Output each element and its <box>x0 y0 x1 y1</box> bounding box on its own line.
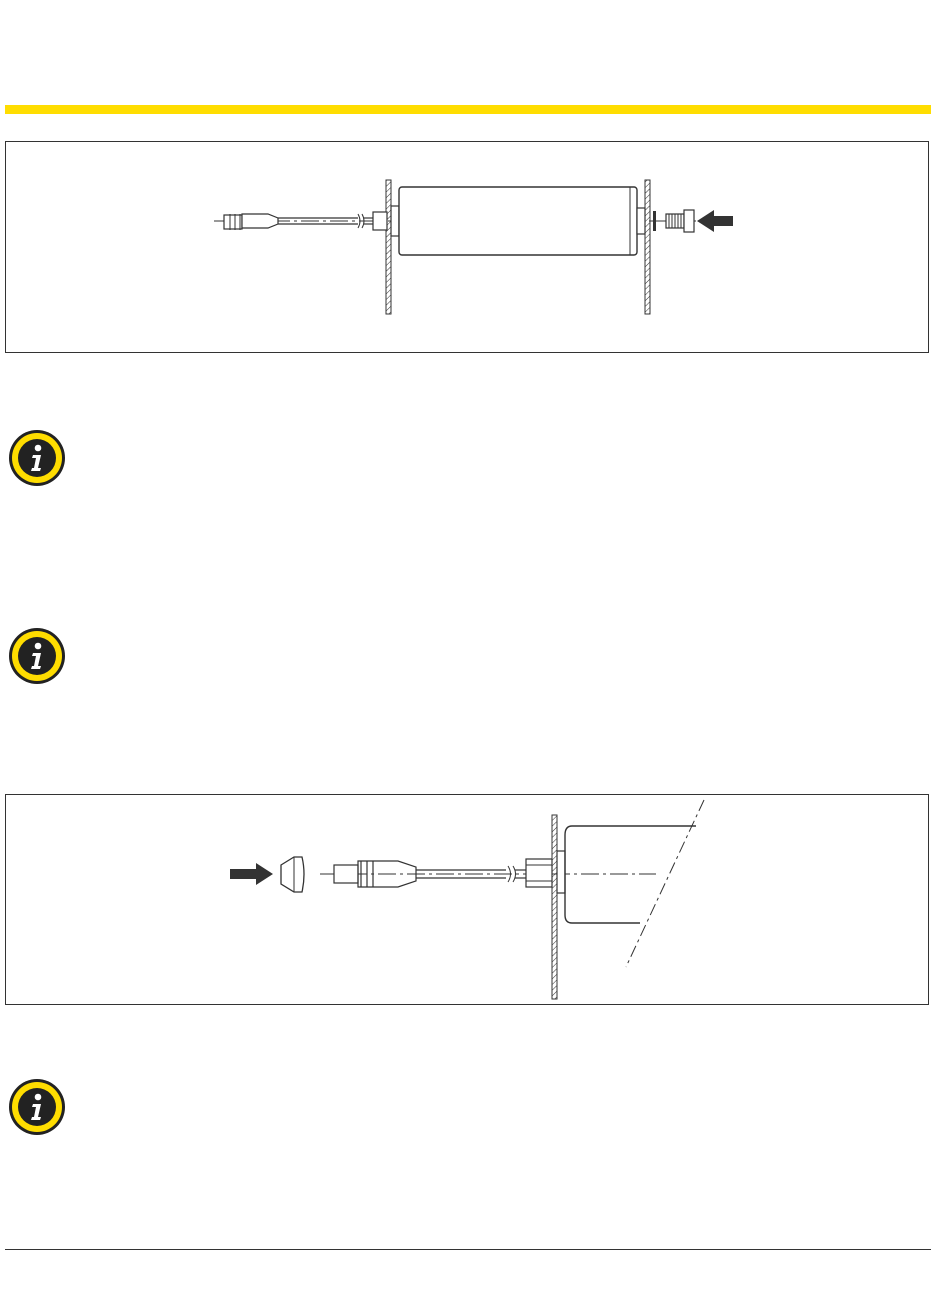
mounting-nut <box>373 212 387 230</box>
info-icon <box>7 1077 67 1137</box>
mounting-wall <box>552 815 557 999</box>
mounting-screw-icon <box>666 210 694 232</box>
header-accent-bar <box>5 105 931 114</box>
protective-cap-icon <box>281 857 304 892</box>
washer <box>653 211 656 231</box>
connector-cable-icon <box>224 214 374 230</box>
mounting-wall-left <box>386 180 391 314</box>
push-arrow-icon <box>230 863 273 885</box>
mounting-wall-right <box>645 180 650 314</box>
connector-cap-drawing <box>6 795 930 1006</box>
motor-mounting-figure <box>5 141 929 353</box>
motor-body <box>399 187 637 255</box>
motor-mounting-drawing <box>6 142 930 354</box>
info-icon <box>7 428 67 488</box>
footer-rule <box>5 1249 931 1250</box>
connector-cap-figure <box>5 794 929 1005</box>
push-arrow-icon <box>697 210 733 232</box>
break-line <box>626 800 704 967</box>
info-icon <box>7 626 67 686</box>
mounting-nut <box>526 859 552 887</box>
